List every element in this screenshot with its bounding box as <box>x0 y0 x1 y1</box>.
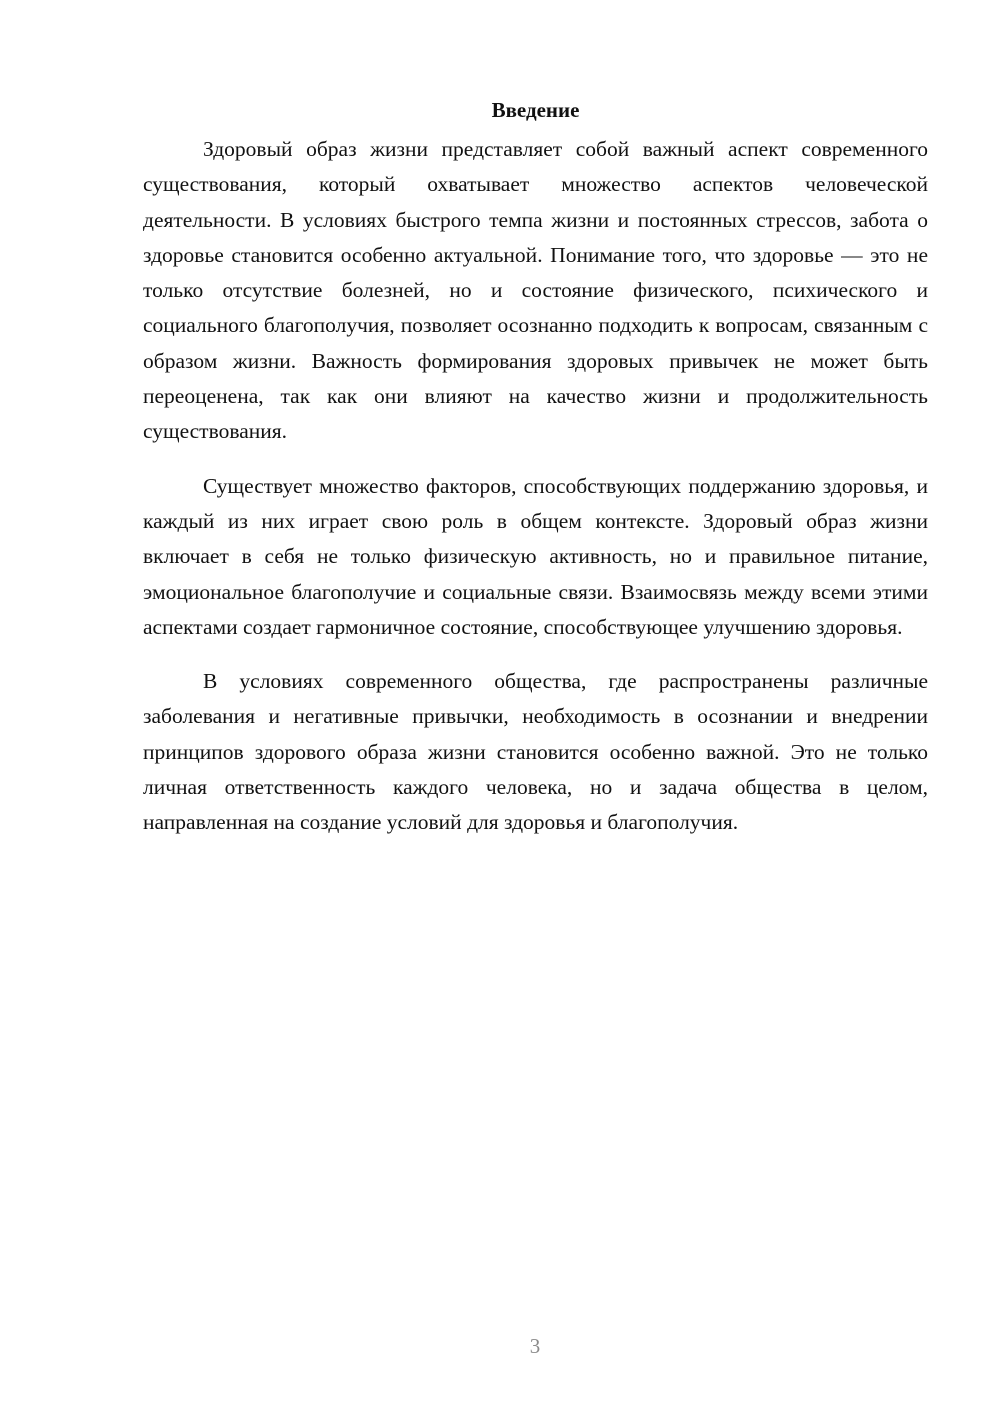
paragraph-2: Существует множество факторов, способствующих поддержанию здоровья, и каждый из них играет свою роль в общем контексте. Здоровый образ жизни включает в себя не только физическую активность, но и правильное питание, эмоциональное благополучие и социальные связи. Взаимосвязь между всеми этими аспектами создает гармоничное состояние, способствующее улучшению здоровья. <box>143 473 928 639</box>
page-heading: Введение <box>491 98 580 122</box>
page-number: 3 <box>529 1334 541 1358</box>
paragraph-3: В условиях современного общества, где распространены различные заболевания и негативные привычки, необходимость в осознании и внедрении принципов здорового образа жизни становится особенно важной. Это не только личная ответственность каждого человека, но и задача общества в целом, направленная на создание условий для здоровья и благополучия. <box>143 669 928 835</box>
page-content <box>143 92 928 860</box>
paragraph-1: Здоровый образ жизни представляет собой важный аспект современного существования, который охватывает множество аспектов человеческой деятельности. В условиях быстрого темпа жизни и постоянных стрессов, забота о здоровье становится особенно актуальной. Понимание того, что здоровье — это не только отсутствие болезней, но и состояние физического, психического и социального благополучия, позволяет осознанно подходить к вопросам, связанным с образом жизни. Важность формирования здоровых привычек не может быть переоценена, так как они влияют на качество жизни и продолжительность существования. <box>143 137 928 444</box>
